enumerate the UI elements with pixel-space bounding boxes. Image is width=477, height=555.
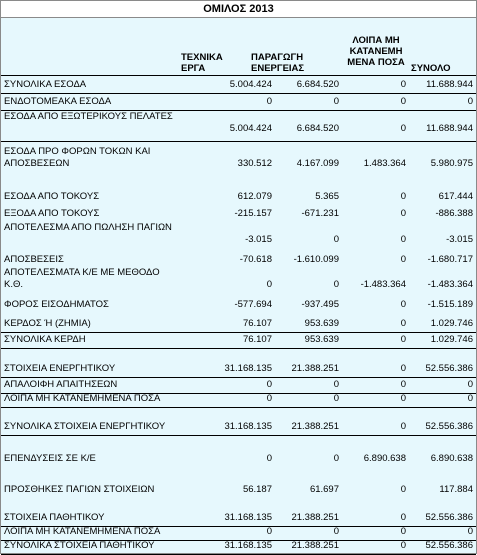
- row-value: 6.684.520: [296, 123, 339, 134]
- row-value: 0: [333, 279, 339, 290]
- row-value: 0: [400, 254, 406, 265]
- row-label: ΣΥΝΟΛΙΚΑ ΕΣΟΔΑ: [4, 79, 87, 90]
- row-value: 0: [400, 540, 406, 551]
- table-row: [1, 96, 476, 110]
- table-row: [1, 334, 476, 348]
- header-divider: [1, 75, 476, 76]
- row-value: 0: [333, 234, 339, 245]
- row-value: 330.512: [237, 158, 272, 169]
- table-row: [1, 526, 476, 540]
- row-value: 76.107: [242, 318, 272, 329]
- row-value: -671.231: [301, 208, 339, 219]
- row-value: 612.079: [237, 191, 272, 202]
- row-label: ΕΣΟΔΑ ΑΠΟ ΕΞΩΤΕΡΙΚΟΥΣ ΠΕΛΑΤΕΣ: [4, 111, 173, 122]
- row-label: ΑΠΟΤΕΛΕΣΜΑΤΑ Κ/Ε ΜΕ ΜΕΘΟΔΟ Κ.Θ.: [4, 267, 160, 290]
- row-value: 76.107: [242, 334, 272, 345]
- row-value: 0: [266, 393, 272, 404]
- row-value: 5.004.424: [229, 79, 272, 90]
- row-label: ΑΠΟΣΒΕΣΕΙΣ: [4, 254, 64, 265]
- row-label: ΣΥΝΟΛΙΚΑ ΚΕΡΔΗ: [4, 334, 86, 345]
- row-value: 0: [400, 484, 406, 495]
- row-value: 6.684.520: [296, 79, 339, 90]
- row-value: 0: [333, 453, 339, 464]
- row-value: 56.187: [242, 484, 272, 495]
- column-header-technical: ΤΕΧΝΙΚΑ ΕΡΓΑ: [181, 52, 223, 74]
- row-value: 0: [266, 279, 272, 290]
- row-value: 0: [400, 363, 406, 374]
- row-divider: [1, 407, 476, 408]
- row-value: 0: [400, 318, 406, 329]
- row-value: 31.168.135: [224, 421, 272, 432]
- table-row: [1, 254, 476, 268]
- table-row: [1, 79, 476, 93]
- row-value: 61.697: [309, 484, 339, 495]
- row-value: 0: [400, 191, 406, 202]
- row-label: ΕΞΟΔΑ ΑΠΟ ΤΟΚΟΥΣ: [4, 208, 100, 219]
- row-value: 0: [400, 512, 406, 523]
- row-value: -1.483.364: [360, 279, 406, 290]
- table-row: [1, 421, 476, 435]
- table-row: [1, 393, 476, 407]
- column-header-energy: ΠΑΡΑΓΩΓΗ ΕΝΕΡΓΕΙΑΣ: [251, 52, 305, 74]
- row-value: 0: [400, 79, 406, 90]
- row-value: -1.483.364: [427, 279, 473, 290]
- row-label: ΠΡΟΣΘΗΚΕΣ ΠΑΓΙΩΝ ΣΤΟΙΧΕΙΩΝ: [4, 484, 155, 495]
- row-value: 31.168.135: [224, 540, 272, 551]
- row-value: 0: [400, 299, 406, 310]
- row-value: -937.495: [301, 299, 339, 310]
- table-row: [1, 540, 476, 554]
- row-value: -1.610.099: [293, 254, 339, 265]
- row-value: 0: [266, 453, 272, 464]
- table-row: [1, 453, 476, 467]
- row-value: -3.015: [446, 234, 473, 245]
- row-value: 21.388.251: [291, 421, 339, 432]
- row-value: 1.029.746: [430, 334, 473, 345]
- table-row: [1, 267, 476, 297]
- row-value: -70.618: [239, 254, 272, 265]
- row-value: 0: [467, 393, 473, 404]
- row-label: ΕΣΟΔΑ ΑΠΟ ΤΟΚΟΥΣ: [4, 191, 100, 202]
- row-value: 6.890.638: [430, 453, 473, 464]
- row-value: 0: [467, 379, 473, 390]
- row-value: 52.556.386: [425, 512, 473, 523]
- row-value: 21.388.251: [291, 512, 339, 523]
- row-label: ΦΟΡΟΣ ΕΙΣΟΔΗΜΑΤΟΣ: [4, 299, 109, 310]
- row-label: ΕΠΕΝΔΥΣΕΙΣ ΣΕ Κ/Ε: [4, 453, 96, 464]
- row-label: ΕΝΔΟΤΟΜΕΑΚΑ ΕΣΟΔΑ: [4, 96, 112, 107]
- table-row: [1, 299, 476, 313]
- table-row: [1, 379, 476, 393]
- row-value: 0: [400, 421, 406, 432]
- row-value: 617.444: [438, 191, 473, 202]
- row-label: ΚΕΡΔΟΣ Ή (ΖΗΜΙΑ): [4, 318, 91, 329]
- row-value: 0: [400, 234, 406, 245]
- row-value: 0: [400, 123, 406, 134]
- row-divider: [1, 435, 476, 436]
- row-value: 0: [333, 393, 339, 404]
- row-value: 21.388.251: [291, 363, 339, 374]
- row-value: 4.167.099: [296, 158, 339, 169]
- row-value: 1.029.746: [430, 318, 473, 329]
- table-row: [1, 208, 476, 222]
- row-value: -1.680.717: [427, 254, 473, 265]
- column-header-unallocated: ΛΟΙΠΑ ΜΗ ΚΑΤΑΝΕΜΗ ΜΕΝΑ ΠΟΣΑ: [347, 35, 405, 68]
- row-value: 0: [266, 526, 272, 537]
- row-value: 52.556.386: [425, 363, 473, 374]
- row-value: 21.388.251: [291, 540, 339, 551]
- table-row: [1, 363, 476, 377]
- row-value: 117.884: [439, 484, 473, 495]
- row-value: 5.980.975: [430, 158, 473, 169]
- table-row: [1, 512, 476, 526]
- table-row: [1, 191, 476, 205]
- row-divider: [1, 141, 476, 142]
- row-value: 31.168.135: [224, 363, 272, 374]
- row-value: -577.694: [234, 299, 272, 310]
- row-value: 0: [333, 379, 339, 390]
- row-value: 0: [400, 96, 406, 107]
- row-value: 0: [467, 526, 473, 537]
- row-value: 31.168.135: [224, 512, 272, 523]
- table-row: [1, 111, 476, 141]
- row-value: 953.639: [304, 334, 339, 345]
- row-value: 0: [333, 96, 339, 107]
- row-value: 6.890.638: [363, 453, 406, 464]
- row-value: 5.365: [315, 191, 339, 202]
- row-value: 0: [400, 393, 406, 404]
- table-row: [1, 146, 476, 176]
- row-label: ΣΤΟΙΧΕΙΑ ΕΝΕΡΓΗΤΙΚΟΥ: [4, 363, 116, 374]
- row-value: 11.688.944: [426, 79, 473, 90]
- column-header-total: ΣΥΝΟΛΟ: [411, 63, 451, 74]
- row-value: 0: [400, 208, 406, 219]
- table-title: ΟΜΙΛΟΣ 2013: [1, 1, 476, 18]
- table-row: [1, 318, 476, 332]
- row-value: 0: [400, 379, 406, 390]
- row-value: 0: [266, 379, 272, 390]
- row-divider: [1, 93, 476, 94]
- row-label: ΕΣΟΔΑ ΠΡΟ ΦΟΡΩΝ ΤΟΚΩΝ ΚΑΙ ΑΠΟΣΒΕΣΕΩΝ: [4, 146, 151, 169]
- row-label: ΑΠΑΛΟΙΦΗ ΑΠΑΙΤΗΣΕΩΝ: [4, 379, 118, 390]
- row-value: 5.004.424: [229, 123, 272, 134]
- row-label: ΣΥΝΟΛΙΚΑ ΣΤΟΙΧΕΙΑ ΕΝΕΡΓΗΤΙΚΟΥ: [4, 421, 166, 432]
- row-value: 0: [333, 526, 339, 537]
- row-divider: [1, 332, 476, 333]
- row-label: ΛΟΙΠΑ ΜΗ ΚΑΤΑΝΕΜΗΜΕΝΑ ΠΟΣΑ: [4, 393, 161, 404]
- row-label: ΑΠΟΤΕΛΕΣΜΑ ΑΠΟ ΠΩΛΗΣΗ ΠΑΓΙΩΝ: [4, 222, 172, 233]
- row-value: 1.483.364: [363, 158, 406, 169]
- row-value: 11.688.944: [426, 123, 473, 134]
- row-label: ΛΟΙΠΑ ΜΗ ΚΑΤΑΝΕΜΗΜΕΝΑ ΠΟΣΑ: [4, 526, 161, 537]
- row-value: -886.388: [435, 208, 473, 219]
- row-value: -1.515.189: [427, 299, 473, 310]
- table-row: [1, 222, 476, 252]
- row-value: 0: [400, 334, 406, 345]
- row-value: 0: [266, 96, 272, 107]
- row-value: -3.015: [245, 234, 272, 245]
- row-divider: [1, 348, 476, 349]
- row-label: ΣΥΝΟΛΙΚΑ ΣΤΟΙΧΕΙΑ ΠΑΘΗΤΙΚΟΥ: [4, 540, 155, 551]
- row-divider: [1, 377, 476, 378]
- row-value: -215.157: [234, 208, 272, 219]
- row-value: 953.639: [304, 318, 339, 329]
- row-value: 52.556.386: [425, 540, 473, 551]
- row-value: 0: [400, 526, 406, 537]
- row-value: 0: [467, 96, 473, 107]
- table-row: [1, 484, 476, 498]
- row-value: 52.556.386: [425, 421, 473, 432]
- row-label: ΣΤΟΙΧΕΙΑ ΠΑΘΗΤΙΚΟΥ: [4, 512, 105, 523]
